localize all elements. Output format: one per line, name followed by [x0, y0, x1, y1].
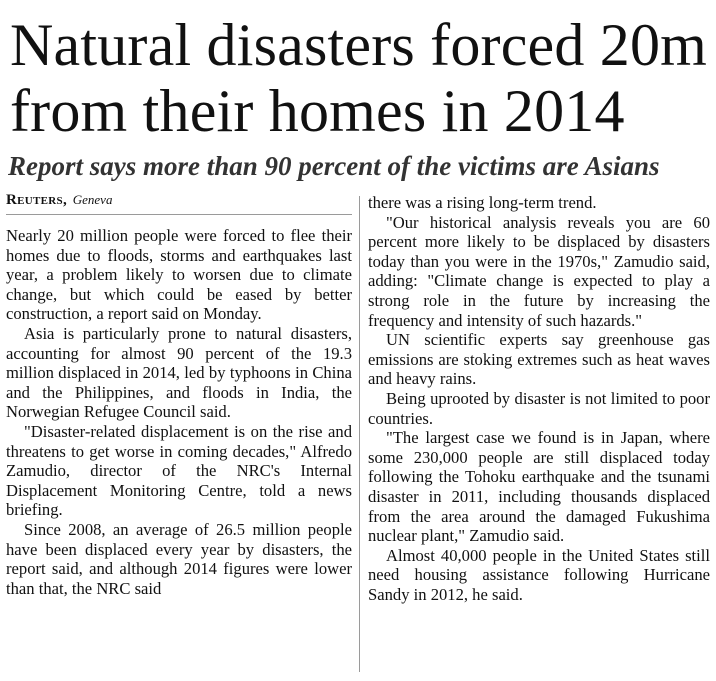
paragraph: "Disaster-related displacement is on the rise and threatens to get worse in coming decades," Alfredo Zamudio, director of the NRC's Internal Displacement Monitoring Centre, told a news briefing.: [6, 421, 352, 520]
article-column-left: [6, 192, 352, 598]
paragraph: Since 2008, an average of 26.5 million people have been displaced every year by disasters, the report said, and although 2014 figures were lower than that, the NRC said: [6, 519, 352, 598]
byline-agency: Reuters,: [6, 192, 67, 208]
paragraph: Being uprooted by disaster is not limited to poor countries.: [368, 388, 710, 428]
subheadline: Report says more than 90 percent of the victims are Asians: [8, 151, 660, 181]
byline-location: Geneva: [72, 192, 113, 207]
paragraph: Nearly 20 million people were forced to flee their homes due to floods, storms and earthquakes last year, a problem likely to worsen due to climate change, but which could be eased by better construction, a report said on Monday.: [6, 226, 352, 324]
paragraph: "Our historical analysis reveals you are 60 percent more likely to be displaced by disasters today than you were in the 1970s," Zamudio said, adding: "Climate change is expected to play a strong role in the future by increasing the frequency and intensity of such hazards.": [368, 212, 710, 330]
headline: Natural disasters forced 20m from their homes in 2014: [10, 12, 708, 144]
byline: [6, 192, 352, 215]
paragraph: there was a rising long-term trend.: [368, 193, 597, 212]
paragraph: Almost 40,000 people in the United States still need housing assistance following Hurricane Sandy in 2012, he said.: [368, 545, 710, 604]
article-column-right: [368, 193, 710, 604]
paragraph: "The largest case we found is in Japan, where some 230,000 people are still displaced today following the Tohoku earthquake and the tsunami disaster in 2011, including thousands displaced from the area around the damaged Fukushima nuclear plant," Zamudio said.: [368, 428, 710, 546]
column-divider: [359, 196, 360, 672]
paragraph: Asia is particularly prone to natural disasters, accounting for almost 90 percent of the 19.3 million displaced in 2014, led by typhoons in China and the Philippines, and floods in India, the Norwegian Refugee Council said.: [6, 323, 352, 422]
paragraph: UN scientific experts say greenhouse gas emissions are stoking extremes such as heat waves and heavy rains.: [368, 330, 710, 389]
